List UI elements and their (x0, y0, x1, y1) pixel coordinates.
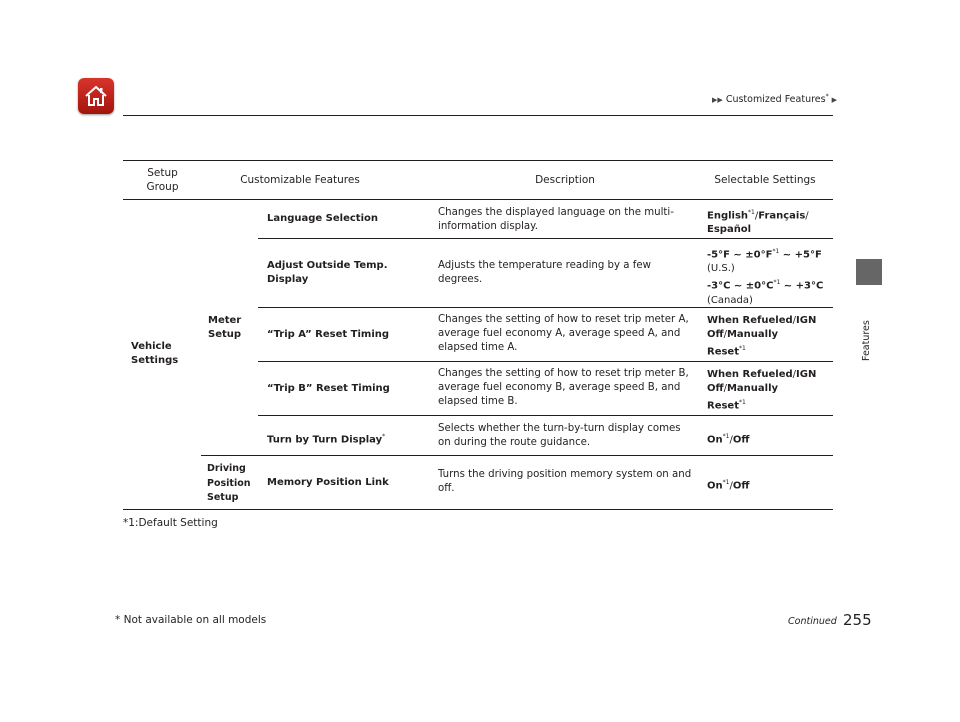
header-selectable-settings: Selectable Settings (714, 174, 816, 186)
subgroup-driving-position-setup: Driving Position Setup (207, 463, 251, 503)
feature-description: Turns the driving position memory system on and off. (438, 469, 692, 494)
page-number: 255 (843, 611, 872, 629)
feature-name: Turn by Turn Display* (267, 433, 386, 446)
breadcrumb[interactable]: ▶▶ Customized Features* ▶ (712, 93, 837, 106)
chevron-right-icon: ▶ (831, 96, 837, 105)
selectable-settings: -5°F ~ $\pm 0^\circ F^{*1}$ ~ +5°F (U.S.) -3°C ~ $\pm 0^\circ C^{*1}$ ~ +3°C (Canada) (707, 248, 824, 306)
home-button[interactable] (78, 78, 114, 114)
table-top-rule (123, 160, 833, 161)
feature-name: “Trip A” Reset Timing (267, 329, 390, 340)
row-divider (258, 307, 833, 308)
header-divider (123, 115, 833, 116)
footer-note: * Not available on all models (115, 614, 267, 626)
header-description: Description (535, 174, 595, 186)
row-divider (201, 455, 833, 456)
header-customizable-features: Customizable Features (240, 174, 360, 186)
continued-label: Continued (788, 616, 837, 627)
subgroup-meter-setup: Meter Setup (208, 315, 242, 340)
selectable-settings: English$^{*1}$/Français/ Español (707, 209, 809, 236)
home-icon (84, 84, 108, 108)
feature-description: Adjusts the temperature reading by a few degrees. (438, 260, 651, 285)
breadcrumb-label: Customized Features (725, 94, 826, 106)
selectable-settings: On$^{*1}$/Off (707, 479, 750, 492)
selectable-settings: When Refueled/IGN Off/Manually Reset$^{*1}$ (707, 369, 817, 412)
row-divider (258, 415, 833, 416)
feature-name: Adjust Outside Temp. Display (267, 260, 388, 285)
row-divider (258, 238, 833, 239)
section-tab-marker (856, 259, 882, 285)
table-bottom-rule (123, 509, 833, 510)
feature-description: Selects whether the turn-by-turn display comes on during the route guidance. (438, 423, 681, 448)
feature-name: Language Selection (267, 213, 379, 224)
feature-description: Changes the displayed language on the multi- information display. (438, 207, 674, 232)
feature-name: “Trip B” Reset Timing (267, 383, 390, 394)
selectable-settings: On$^{*1}$/Off (707, 433, 750, 446)
feature-description: Changes the setting of how to reset trip meter B, average fuel economy B, average speed B, and elapsed time B. (438, 368, 689, 407)
header-setup-group: Setup Group (146, 167, 179, 193)
row-divider (258, 361, 833, 362)
selectable-settings: When Refueled/IGN Off/Manually Reset$^{*1}$ (707, 315, 817, 358)
footnote: *1:Default Setting (123, 517, 218, 529)
group-vehicle-settings: Vehicle Settings (131, 341, 179, 366)
feature-name: Memory Position Link (267, 477, 389, 488)
table-header-rule (123, 199, 833, 200)
section-tab-label: Features (861, 320, 872, 361)
feature-description: Changes the setting of how to reset trip meter A, average fuel economy A, average speed A, and elapsed time A. (438, 314, 689, 353)
chevron-right-icon: ▶▶ (712, 96, 723, 105)
